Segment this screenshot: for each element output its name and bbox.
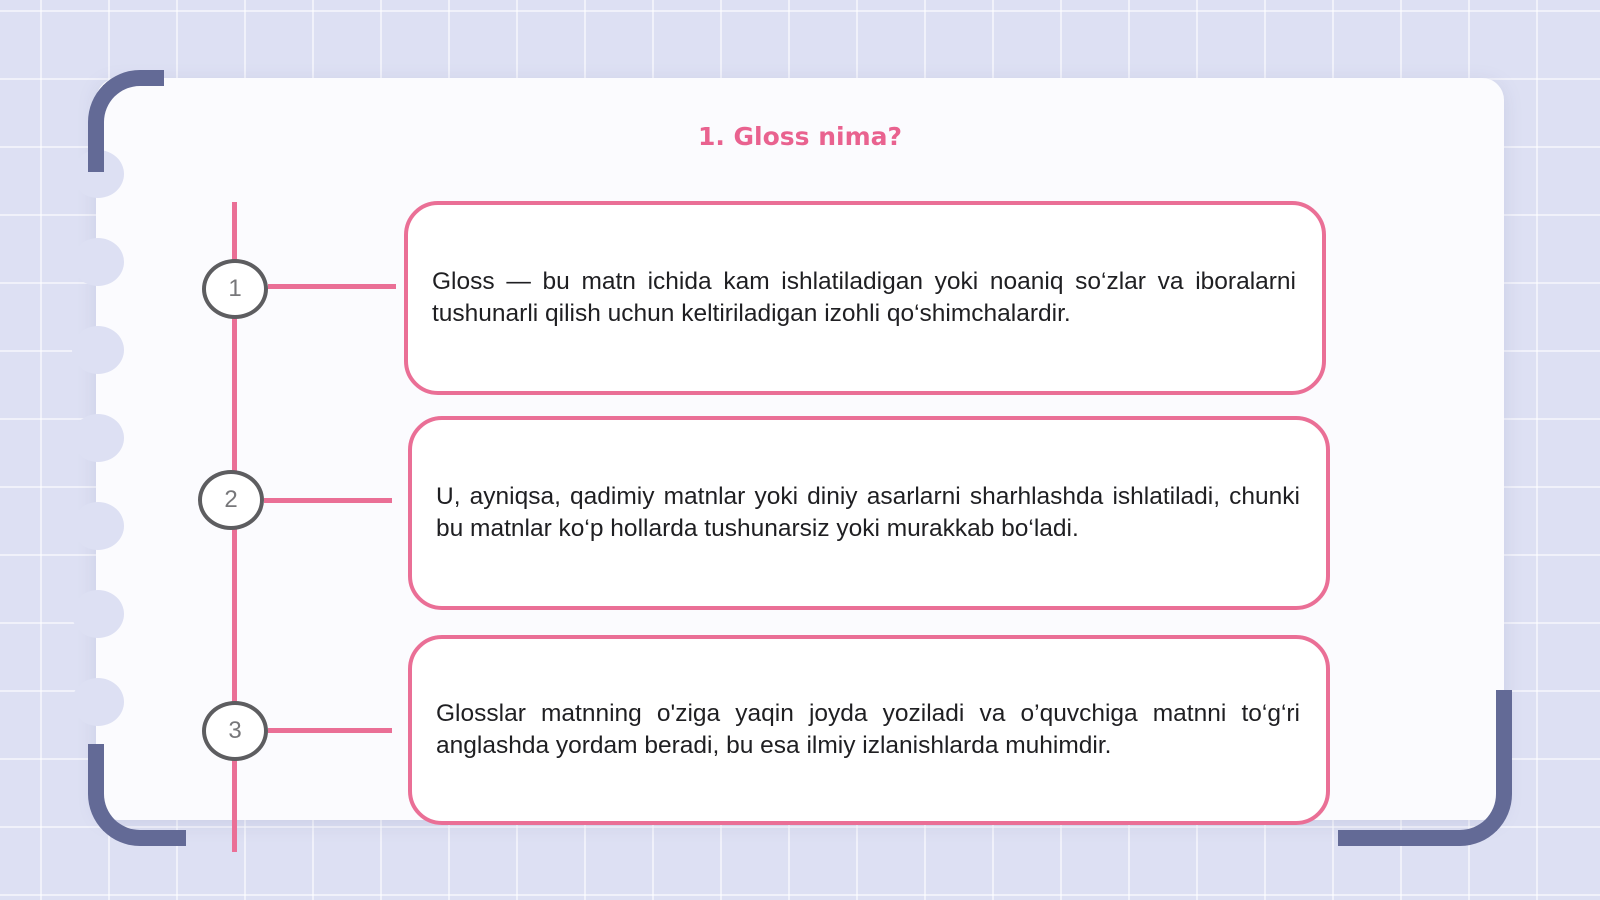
step-number: 2 <box>224 486 238 513</box>
connector-2 <box>264 498 392 503</box>
connector-3 <box>268 728 392 733</box>
step-number: 1 <box>228 275 242 302</box>
card-text: Glosslar matnning o'ziga yaqin joyda yoziladi va o’quvchiga matnni to‘g‘ri anglashda yordam beradi, bu esa ilmiy izlanishlarda muhimdir. <box>436 700 1300 759</box>
step-number: 3 <box>228 717 242 744</box>
info-card-2 <box>408 416 1330 610</box>
info-card-3 <box>408 635 1330 825</box>
info-card-1 <box>404 201 1326 395</box>
step-marker-1 <box>202 259 268 319</box>
paper-notch <box>72 238 124 286</box>
card-text: U, ayniqsa, qadimiy matnlar yoki diniy asarlarni sharhlashda ishlatiladi, chunki bu matnlar ko‘p hollarda tushunarsiz yoki murakkab bo‘ladi. <box>436 483 1300 542</box>
step-marker-2 <box>198 470 264 530</box>
step-marker-3 <box>202 701 268 761</box>
connector-1 <box>268 284 396 289</box>
card-text: Gloss — bu matn ichida kam ishlatiladigan yoki noaniq so‘zlar va iboralarni tushunarli qilish uchun keltiriladigan izohli qo‘shimchalardir. <box>432 268 1296 327</box>
corner-bracket-bottom-left <box>88 744 186 846</box>
slide-title: 1. Gloss nima? <box>697 122 903 151</box>
paper-notch <box>72 326 124 374</box>
paper-notch <box>72 502 124 550</box>
paper-notch <box>72 678 124 726</box>
paper-notch <box>72 590 124 638</box>
corner-bracket-top-left <box>88 70 164 172</box>
paper-notch <box>72 414 124 462</box>
corner-bracket-bottom-right <box>1338 690 1512 846</box>
